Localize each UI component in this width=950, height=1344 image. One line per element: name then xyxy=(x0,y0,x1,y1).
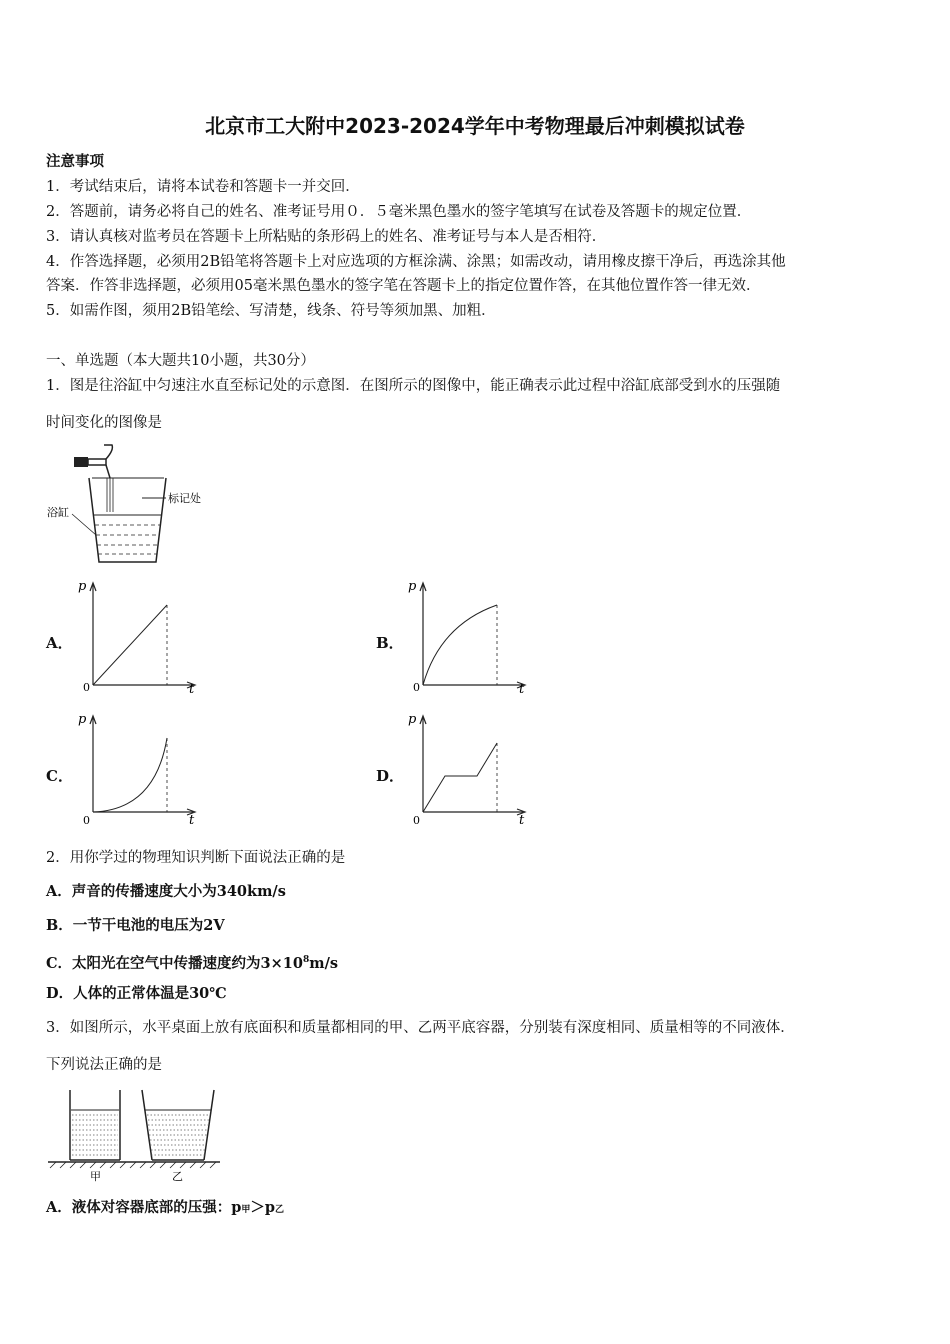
axis-x-label: t xyxy=(519,682,525,695)
question-2-option-b: B．一节干电池的电压为2V xyxy=(46,917,225,934)
page-title: 北京市工大附中2023-2024学年中考物理最后冲刺模拟试卷 xyxy=(205,114,745,138)
tub-label: 浴缸 xyxy=(47,506,69,519)
notice-item: 2．答题前，请务必将自己的姓名、准考证号用０．５毫米黑色墨水的签字笔填写在试卷及答题卡的规定位置． xyxy=(46,204,752,220)
graph-b xyxy=(405,575,535,695)
question-2-option-c xyxy=(46,950,338,974)
option-d-label: D． xyxy=(376,767,405,785)
question-3-stem: 3．如图所示，水平桌面上放有底面积和质量都相同的甲、乙两平底容器，分别装有深度相同、质量相等的不同液体． xyxy=(46,1020,795,1036)
question-2-option-a: A．声音的传播速度大小为340km/s xyxy=(46,883,286,900)
question-1-stem: 1．图是往浴缸中匀速注水直至标记处的示意图．在图所示的图像中，能正确表示此过程中浴缸底部受到水的压强随 xyxy=(46,378,781,394)
graph-d xyxy=(405,708,535,828)
subscript-jia: 甲 xyxy=(241,1205,251,1215)
option-b-label: B． xyxy=(376,634,404,652)
option-c-unit: m/s xyxy=(309,954,339,972)
axis-y-label: p xyxy=(408,579,417,594)
option-c-text: C．太阳光在空气中传播速度约为3×10 xyxy=(46,954,303,972)
question-3-option-a xyxy=(46,1198,284,1220)
container-jia-label: 甲 xyxy=(90,1170,101,1182)
notice-item: 4．作答选择题，必须用2B铅笔将答题卡上对应选项的方框涂满、涂黑；如需改动，请用橡皮擦干净后，再选涂其他 xyxy=(46,254,786,270)
option-a-compare: ＞p xyxy=(250,1199,276,1216)
containers-figure xyxy=(44,1082,224,1182)
graph-c xyxy=(75,708,205,828)
notice-item: 3．请认真核对监考员在答题卡上所粘贴的条形码上的姓名、准考证号与本人是否相符． xyxy=(46,229,607,245)
section-heading: 一、单选题（本大题共10小题，共30分） xyxy=(46,353,315,369)
origin-label: 0 xyxy=(413,814,420,827)
option-c-exponent: 8 xyxy=(302,955,310,965)
origin-label: 0 xyxy=(83,681,90,694)
axis-x-label: t xyxy=(189,682,195,695)
notice-item: 1．考试结束后，请将本试卷和答题卡一并交回． xyxy=(46,179,360,195)
axis-x-label: t xyxy=(519,813,525,828)
notice-item: 答案．作答非选择题，必须用05毫米黑色墨水的签字笔在答题卡上的指定位置作答，在其他位置作答一律无效． xyxy=(46,278,761,294)
option-c-label: C． xyxy=(46,767,73,785)
container-yi-label: 乙 xyxy=(172,1170,183,1182)
axis-y-label: p xyxy=(408,712,417,727)
axis-x-label: t xyxy=(189,813,195,828)
question-1-stem-cont: 时间变化的图像是 xyxy=(46,415,162,431)
question-2-stem: 2．用你学过的物理知识判断下面说法正确的是 xyxy=(46,850,346,866)
question-2-option-d: D．人体的正常体温是30℃ xyxy=(46,985,227,1002)
graph-a xyxy=(75,575,205,695)
axis-y-label: p xyxy=(78,712,87,727)
origin-label: 0 xyxy=(83,814,90,827)
subscript-yi: 乙 xyxy=(275,1205,285,1215)
origin-label: 0 xyxy=(413,681,420,694)
axis-y-label: p xyxy=(78,579,87,594)
notice-item: 5．如需作图，须用2B铅笔绘、写清楚，线条、符号等须加黑、加粗． xyxy=(46,303,496,319)
mark-label: 标记处 xyxy=(168,492,201,505)
notice-heading: 注意事项 xyxy=(46,153,104,170)
option-a-text: A．液体对容器底部的压强：p xyxy=(46,1199,242,1216)
bathtub-figure xyxy=(44,440,214,570)
question-3-stem-cont: 下列说法正确的是 xyxy=(46,1057,162,1073)
option-a-label: A． xyxy=(46,634,73,652)
